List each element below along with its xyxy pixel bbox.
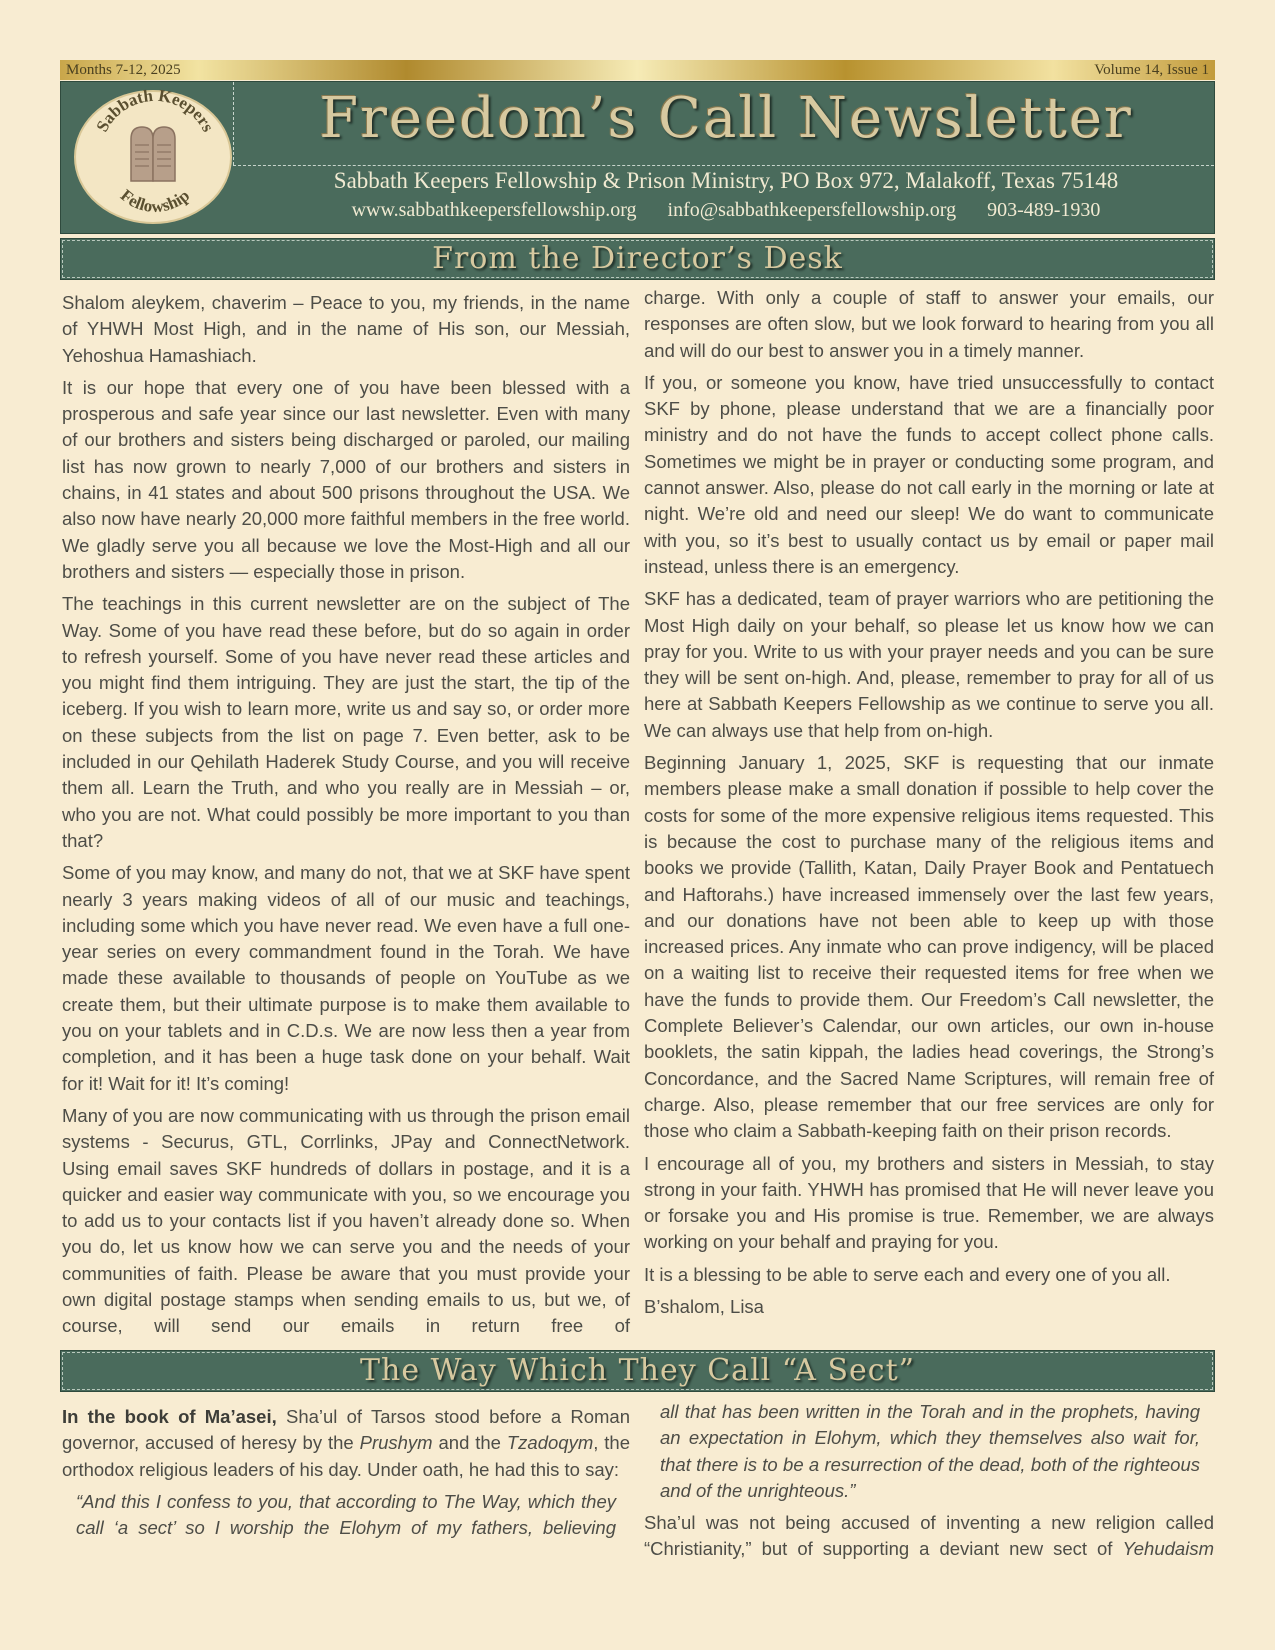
website-link[interactable]: www.sabbathkeepersfellowship.org (351, 199, 637, 221)
paragraph: It is our hope that every one of you have been blessed with a prosperous and safe year since our last newsletter. Even with many of our brothers and sisters being discharged or paroled, our mailing list has now grown to nearly 7,000 of our brothers and sisters in chains, in 41 states and about 500 prisons throughout the USA. We also now have nearly 20,000 more faithful members in the free world. We gladly serve you all because we love the Most-High and all our brothers and sisters — especially those in prison. (62, 376, 630, 582)
the-way-right-column (644, 1399, 1214, 1569)
intro-paragraph: In the book of Ma’asei, Sha’ul of Tarsos stood before a Roman governor, accused of heresy by the Prushym and the Tzadoqym, the orthodox religious leaders of his day. Under oath, he had this to say: (62, 1406, 630, 1480)
email-link[interactable]: info@sabbathkeepersfellowship.org (667, 199, 957, 221)
directors-desk-right-column (644, 285, 1214, 1326)
paragraph: charge. With only a couple of staff to answer your emails, our responses are often slow, but we look forward to hearing from you all and will do our best to answer you in a timely manner. (644, 287, 1214, 361)
paragraph: Sha’ul was not being accused of inventing a new religion called “Christianity,” but of supporting a deviant new sect of Yehudaism (644, 1512, 1214, 1560)
logo-text-bottom: Fellowship (116, 185, 194, 217)
scripture-quote-continued: all that has been written in the Torah and in the prophets, having an expectation in Elohym, which they themselves also wait for, that there is to be a resurrection of the dead, both of the righteous and of the unrighteous.” (660, 1401, 1200, 1501)
issue-volume: Volume 14, Issue 1 (1094, 61, 1209, 78)
intro-lead: In the book of Ma’asei, (62, 1406, 277, 1427)
paragraph: Some of you may know, and many do not, that we at SKF have spent nearly 3 years making videos of all of our music and teachings, including some which you have never read. We even have a full one-year series on every commandment found in the Torah. We have made these available to thousands of people on YouTube as we create them, but their ultimate purpose is to make them available to you on your tablets and in C.D.s. We are now less then a year from completion, and it has been a huge task done on your behalf. Wait for it! Wait for it! It’s coming! (62, 862, 630, 1094)
phone-number: 903-489-1930 (987, 199, 1101, 221)
paragraph: It is a blessing to be able to serve each and every one of you all. (644, 1263, 1171, 1285)
newsletter-title: Freedom’s Call Newsletter (319, 86, 1133, 151)
directors-desk-left-column (62, 290, 630, 1346)
issue-date: Months 7-12, 2025 (66, 61, 181, 78)
tablets-icon (131, 127, 175, 181)
masthead (60, 81, 1215, 234)
paragraph: Many of you are now communicating with us through the prison email systems - Securus, GTL, Corrlinks, JPay and ConnectNetwork. Using email saves SKF hundreds of dollars in postage, and it is a quicker and easier way communicate with you, so we encourage you to add us to your contacts list if you haven’t already done so. When you do, let us know how we can serve you and the needs of your communities of faith. Please be aware that you must provide your own digital postage stamps when sending emails to us, but we, of course, will send our emails in return free of (62, 1104, 630, 1337)
the-way-left-column (62, 1404, 630, 1547)
section-heading-directors-desk: From the Director’s Desk (60, 238, 1215, 280)
paragraph: Shalom aleykem, chaverim – Peace to you, my friends, in the name of YHWH Most High, and in the name of His son, our Messiah, Yehoshua Hamashiach. (62, 292, 630, 366)
fellowship-logo (73, 89, 233, 226)
paragraph: If you, or someone you know, have tried unsuccessfully to contact SKF by phone, please understand that we are a financially poor ministry and do not have the funds to accept collect phone calls. Sometimes we might be in prayer or conducting some program, and cannot answer. Also, please do not call early in the morning or late at night. We’re old and need our sleep! We do want to communicate with you, so it’s best to usually contact us by email or paper mail instead, unless there is an emergency. (644, 371, 1214, 577)
paragraph: I encourage all of you, my brothers and sisters in Messiah, to stay strong in your faith. YHWH has promised that He will never leave you or forsake you and His promise is true. Remember, we are always working on your behalf and praying for you. (644, 1152, 1214, 1253)
paragraph: Beginning January 1, 2025, SKF is requesting that our inmate members please make a small donation if possible to help cover the costs for some of the more expensive religious items requested. This is because the cost to purchase many of the religious items and books we provide (Tallith, Katan, Daily Prayer Book and Pentatuech and Haftorahs.) have increased immensely over the last few years, and our donations have not been able to keep up with those increased prices. Any inmate who can prove indigency, will be placed on a waiting list to receive their requested items for free when we have the funds to provide them. Our Freedom’s Call newsletter, the Complete Believer’s Calendar, our own articles, our own in-house booklets, the satin kippah, the ladies head coverings, the Strong’s Concordance, and the Sacred Name Scriptures, will remain free of charge. Also, please remember that our free services are only for those who claim a Sabbath-keeping faith on their prison records. (644, 752, 1214, 1142)
paragraph: The teachings in this current newsletter are on the subject of The Way. Some of you have read these before, but do so again in order to refresh yourself. Some of you have never read these articles and you might find them intriguing. They are just the start, the tip of the iceberg. If you wish to learn more, write us and say so, or order more on these subjects from the list on page 7. Even better, ask to be included in our Qehilath Haderek Study Course, and you will receive them all. Learn the Truth, and who you really are in Messiah – or, who you are not. What could possibly be more important to you than that? (62, 593, 630, 851)
scripture-quote: “And this I confess to you, that according to The Way, which they call ‘a sect’ so I worship the Elohym of my fathers, believing (76, 1490, 616, 1539)
section-heading-the-way: The Way Which They Call “A Sect” (60, 1350, 1215, 1392)
contact-line (251, 199, 1201, 222)
signature-line: B’shalom, Lisa (644, 1295, 764, 1317)
logo-text-top: Sabbath Keepers (92, 89, 218, 135)
paragraph: SKF has a dedicated, team of prayer warriors who are petitioning the Most High daily on your behalf, so please let us know how we can pray for you. Write to us with your prayer needs and you can be sure they will be sent on-high. And, please, remember to pray for all of us here at Sabbath Keepers Fellowship as we continue to serve you all. We can always use that help from on-high. (644, 588, 1214, 741)
ministry-address: Sabbath Keepers Fellowship & Prison Ministry, PO Box 972, Malakoff, Texas 75148 (333, 168, 1119, 193)
issue-bar (60, 60, 1215, 80)
